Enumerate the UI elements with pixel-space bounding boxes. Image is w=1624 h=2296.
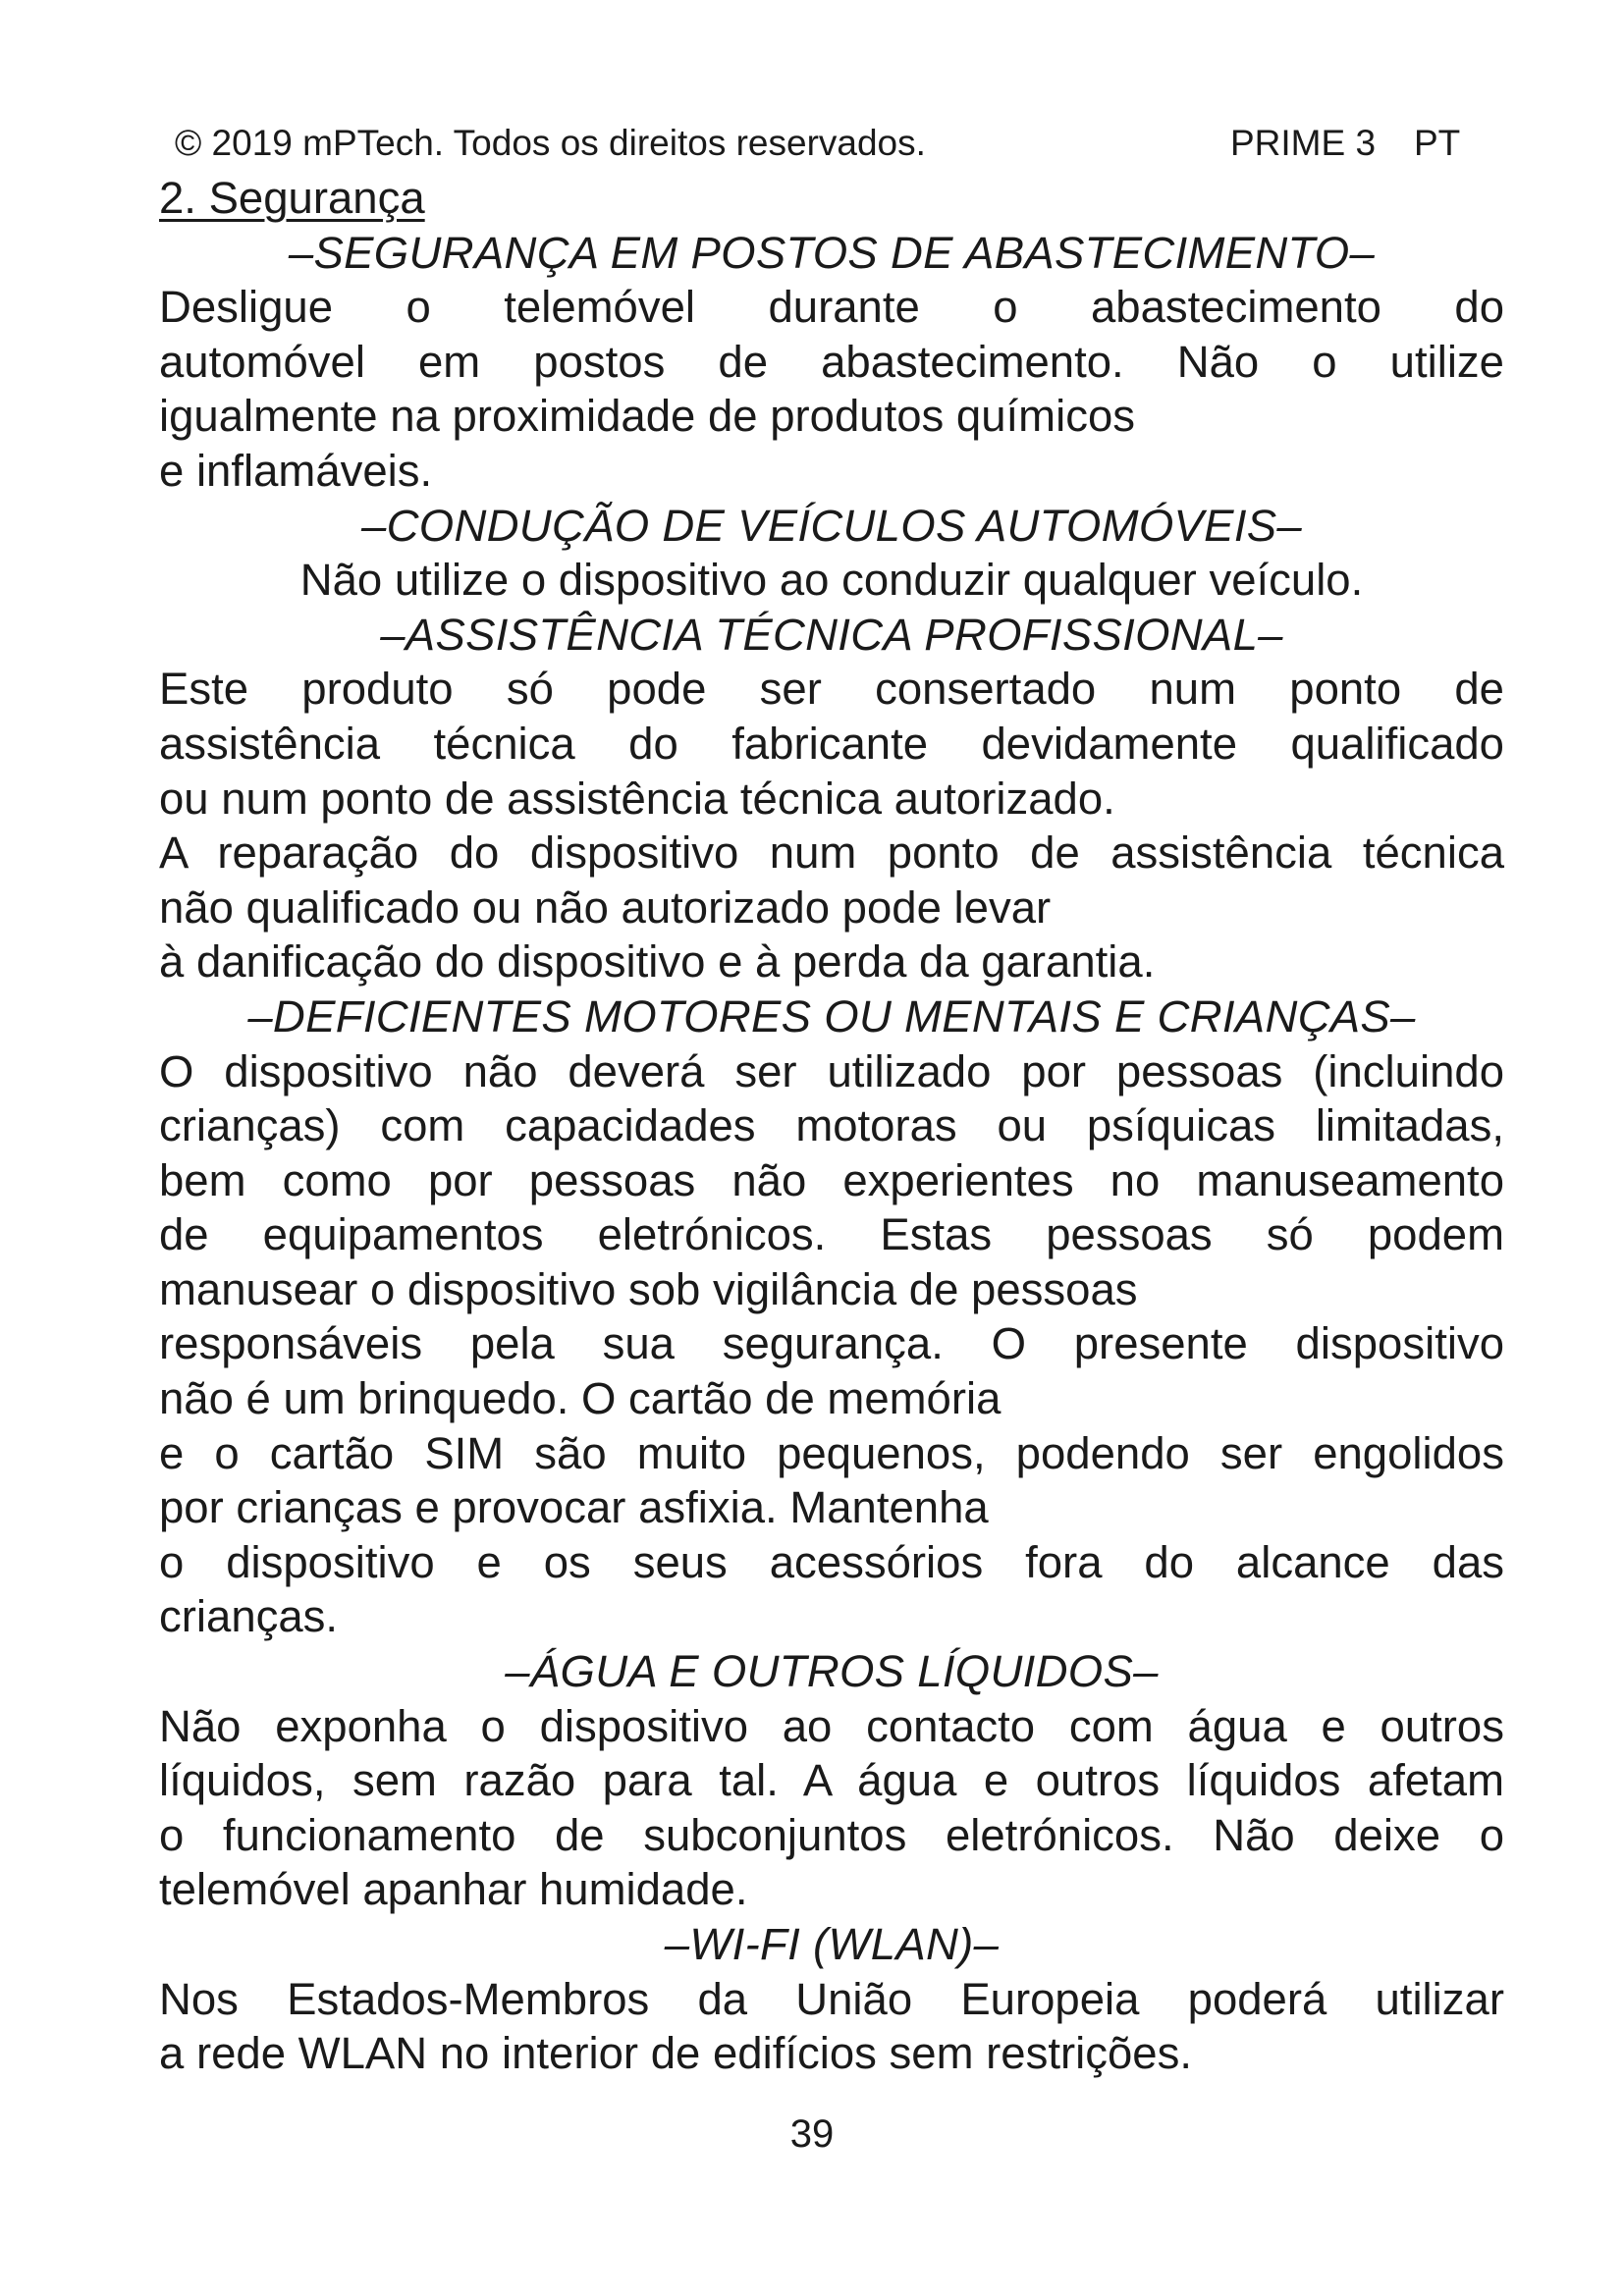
paragraph-technical-assistance bbox=[159, 662, 1504, 989]
text-line: a rede WLAN no interior de edifícios sem restrições. bbox=[159, 2028, 1192, 2079]
subsection-heading-driving: –CONDUÇÃO DE VEÍCULOS AUTOMÓVEIS– bbox=[360, 500, 1303, 551]
text-line: responsáveis pela sua segurança. O presente dispositivo bbox=[159, 1318, 1504, 1369]
paragraph-water-and-liquids bbox=[159, 1699, 1504, 1917]
text-line: telemóvel apanhar humidade. bbox=[159, 1864, 748, 1915]
text-line: assistência técnica do fabricante devidamente qualificado bbox=[159, 718, 1504, 769]
section-title: 2. Segurança bbox=[159, 173, 425, 223]
text-line: igualmente na proximidade de produtos químicos bbox=[159, 391, 1136, 442]
text-line: automóvel em postos de abastecimento. Não o utilize bbox=[159, 336, 1504, 387]
text-line: crianças) com capacidades motoras ou psíquicas limitadas, bbox=[159, 1100, 1504, 1151]
paragraph-disabled-and-children bbox=[159, 1044, 1504, 1645]
text-line: e inflamáveis. bbox=[159, 445, 433, 496]
subsection-heading-water-and-liquids: –ÁGUA E OUTROS LÍQUIDOS– bbox=[505, 1646, 1159, 1697]
text-line: não é um brinquedo. O cartão de memória bbox=[159, 1373, 1001, 1424]
text-line: por crianças e provocar asfixia. Mantenha bbox=[159, 1482, 989, 1533]
text-line: à danificação do dispositivo e à perda da garantia. bbox=[159, 936, 1156, 988]
copyright-notice: © 2019 mPTech. Todos os direitos reservados. bbox=[175, 123, 926, 163]
page-header bbox=[175, 116, 1463, 171]
text-line: e o cartão SIM são muito pequenos, podendo ser engolidos bbox=[159, 1427, 1504, 1478]
text-line: não qualificado ou não autorizado pode levar bbox=[159, 881, 1052, 933]
text-line: crianças. bbox=[159, 1591, 339, 1642]
text-line: Não exponha o dispositivo ao contacto com água e outros bbox=[159, 1700, 1504, 1751]
text-line: manusear o dispositivo sob vigilância de pessoas bbox=[159, 1263, 1138, 1314]
text-line: ou num ponto de assistência técnica autorizado. bbox=[159, 773, 1115, 824]
text-line: A reparação do dispositivo num ponto de assistência técnica bbox=[159, 828, 1504, 879]
subsection-heading-disabled-and-children: –DEFICIENTES MOTORES OU MENTAIS E CRIANÇAS– bbox=[247, 990, 1416, 1041]
subsection-heading-technical-assistance: –ASSISTÊNCIA TÉCNICA PROFISSIONAL– bbox=[380, 609, 1283, 660]
text-line: Nos Estados-Membros da União Europeia poderá utilizar bbox=[159, 1973, 1504, 2024]
page-content bbox=[159, 171, 1504, 2081]
text-line: Não utilize o dispositivo ao conduzir qualquer veículo. bbox=[299, 555, 1364, 606]
text-line: Desligue o telemóvel durante o abastecimento do bbox=[159, 282, 1504, 333]
subsection-heading-fuel-stations: –SEGURANÇA EM POSTOS DE ABASTECIMENTO– bbox=[288, 227, 1376, 278]
text-line: bem como por pessoas não experientes no manuseamento bbox=[159, 1154, 1504, 1205]
text-line: O dispositivo não deverá ser utilizado por pessoas (incluindo bbox=[159, 1045, 1504, 1096]
language-code: PT bbox=[1414, 123, 1461, 163]
subsection-heading-wifi: –WI-FI (WLAN)– bbox=[664, 1919, 1000, 1969]
page-number: 39 bbox=[789, 2112, 835, 2156]
paragraph-wifi bbox=[159, 1972, 1504, 2081]
text-line: líquidos, sem razão para tal. A água e outros líquidos afetam bbox=[159, 1755, 1504, 1806]
text-line: o funcionamento de subconjuntos eletrónicos. Não deixe o bbox=[159, 1809, 1504, 1860]
paragraph-driving bbox=[159, 553, 1504, 608]
text-line: Este produto só pode ser consertado num ponto de bbox=[159, 664, 1504, 715]
text-line: de equipamentos eletrónicos. Estas pessoas só podem bbox=[159, 1209, 1504, 1260]
text-line: o dispositivo e os seus acessórios fora do alcance das bbox=[159, 1536, 1504, 1587]
device-model: PRIME 3 bbox=[1230, 123, 1377, 163]
paragraph-fuel-stations bbox=[159, 280, 1504, 498]
